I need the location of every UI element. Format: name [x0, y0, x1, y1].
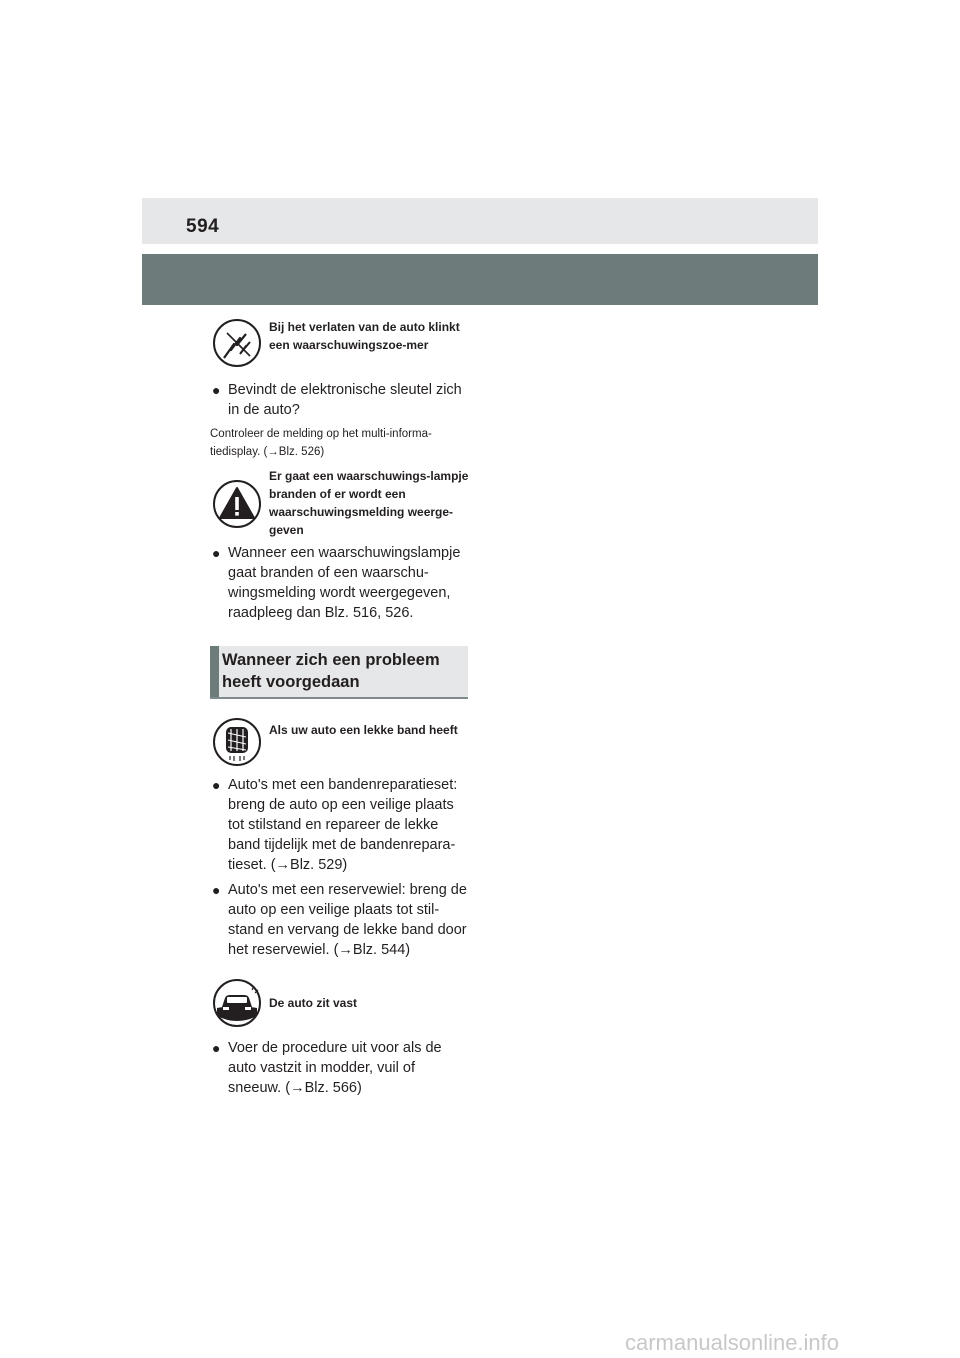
buzzer-icon: [212, 318, 262, 368]
note-key: Controleer de melding op het multi-informa-tiedisplay. (→Blz. 526): [210, 428, 432, 458]
section-title: Wanneer zich een probleem heeft voorgedaan: [222, 651, 440, 691]
warning-triangle-icon: [212, 479, 262, 529]
section-heading-bar: [210, 646, 219, 697]
bullet-dot: ●: [212, 777, 221, 793]
bullet-warning-text: Wanneer een waarschuwingslampje gaat branden of een waarschu-wingsmelding wordt weergegeven, raadpleeg dan Blz. 516, 526.: [228, 545, 461, 621]
bullet-dot: ●: [212, 545, 221, 561]
section-heading: [210, 646, 468, 699]
bullet-dot: ●: [212, 382, 221, 398]
bullet-dot: ●: [212, 882, 221, 898]
bullet-stuck: [212, 1038, 472, 1098]
stuck-car-icon: [212, 978, 262, 1028]
watermark: carmanualsonline.info: [625, 1330, 840, 1355]
bullet-key: [212, 380, 472, 420]
tire-label: Als uw auto een lekke band heeft: [269, 723, 458, 737]
bullet-dot: ●: [212, 1040, 221, 1056]
bullet-stuck-text: Voer de procedure uit voor als de auto vastzit in modder, vuil of sneeuw. (→Blz. 566): [228, 1040, 442, 1096]
bullet-warning: [212, 543, 472, 623]
bullet-key-text: Bevindt de elektronische sleutel zich in de auto?: [228, 382, 462, 418]
stuck-label: De auto zit vast: [269, 996, 358, 1010]
bullet-repair-text: Auto's met een bandenreparatieset: breng de auto op een veilige plaats tot stilstand en repareer de lekke band tijdelijk met de bandenrepara-tieset. (→Blz. 529): [228, 777, 458, 873]
page-number: 594: [186, 216, 220, 237]
header-dark-band: [142, 254, 818, 305]
keyfob-label: Bij het verlaten van de auto klinkt een waarschuwingszoe-mer: [269, 320, 460, 352]
flat-tire-icon: [212, 717, 262, 767]
bullet-spare-text: Auto's met een reservewiel: breng de auto op een veilige plaats tot stil-stand en vervang de lekke band door het reservewiel. (→Blz. 544): [228, 882, 467, 958]
warning-label: Er gaat een waarschuwings-lampje branden of er wordt een waarschuwingsmelding weerge-geven: [269, 469, 469, 537]
header-band: [142, 198, 818, 244]
bullet-repair: [212, 775, 472, 875]
bullet-spare: [212, 880, 472, 960]
